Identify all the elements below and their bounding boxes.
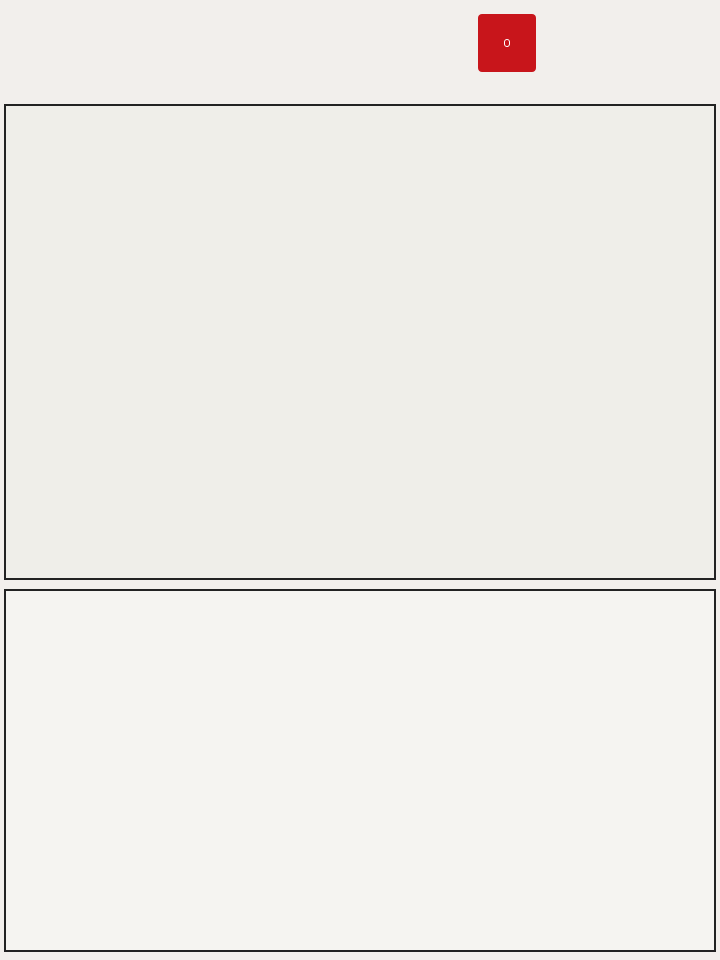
chart-header <box>0 0 720 104</box>
logo <box>478 8 710 78</box>
yearly-grid <box>4 589 716 952</box>
red-seal-logo <box>478 14 536 72</box>
gender-line <box>12 30 19 46</box>
chart-grid <box>4 104 716 580</box>
